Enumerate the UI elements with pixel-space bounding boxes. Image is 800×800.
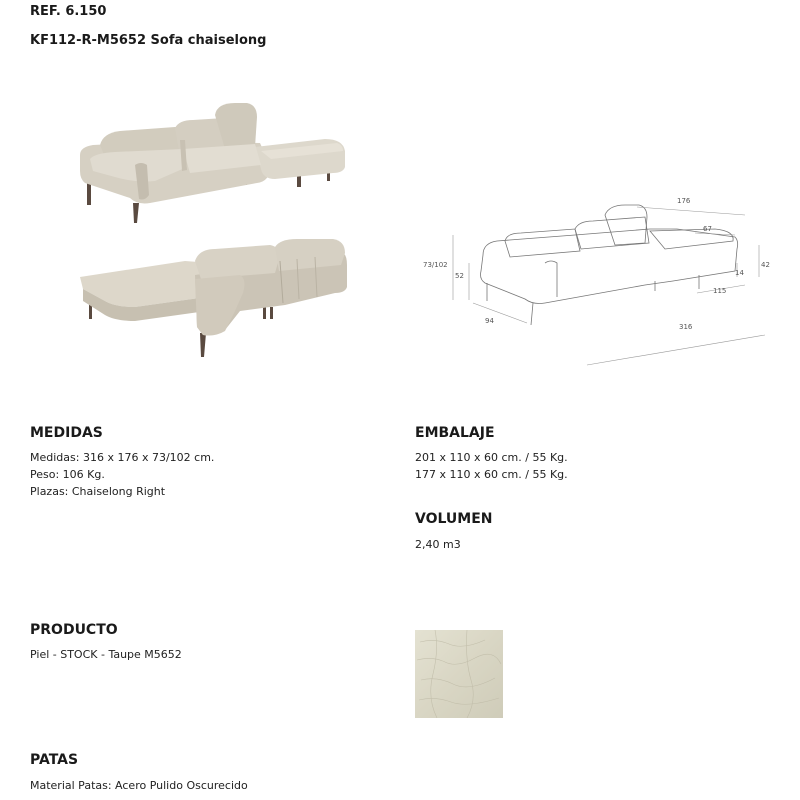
embalaje-heading: EMBALAJE [415,425,495,441]
dim-height: 73/102 [423,261,448,269]
sofa-back-view [75,235,355,360]
product-title: KF112-R-M5652 Sofa chaiselong [30,33,267,48]
medidas-line: Plazas: Chaiselong Right [30,485,166,498]
dim-chaise-width: 115 [713,287,727,295]
reference-number: REF. 6.150 [30,4,107,19]
dim-chaise-depth: 67 [703,225,712,233]
dim-total-length: 316 [679,323,693,331]
sofa-dimension-diagram [415,185,775,375]
volumen-value: 2,40 m3 [415,538,461,551]
medidas-heading: MEDIDAS [30,425,103,441]
leather-swatch [415,630,503,718]
volumen-heading: VOLUMEN [415,511,493,527]
patas-heading: PATAS [30,752,79,768]
dim-right-height: 42 [761,261,770,269]
producto-value: Piel - STOCK - Taupe M5652 [30,648,182,661]
dim-depth: 94 [485,317,494,325]
medidas-line: Peso: 106 Kg. [30,468,105,481]
medidas-line: Medidas: 316 x 176 x 73/102 cm. [30,451,215,464]
dim-seat-height: 52 [455,272,464,280]
patas-value: Material Patas: Acero Pulido Oscurecido [30,779,248,792]
embalaje-line: 201 x 110 x 60 cm. / 55 Kg. [415,451,568,464]
sofa-front-view [75,95,355,230]
dim-chaise-height: 14 [735,269,744,277]
embalaje-line: 177 x 110 x 60 cm. / 55 Kg. [415,468,568,481]
producto-heading: PRODUCTO [30,622,118,638]
dim-width-top: 176 [677,197,691,205]
